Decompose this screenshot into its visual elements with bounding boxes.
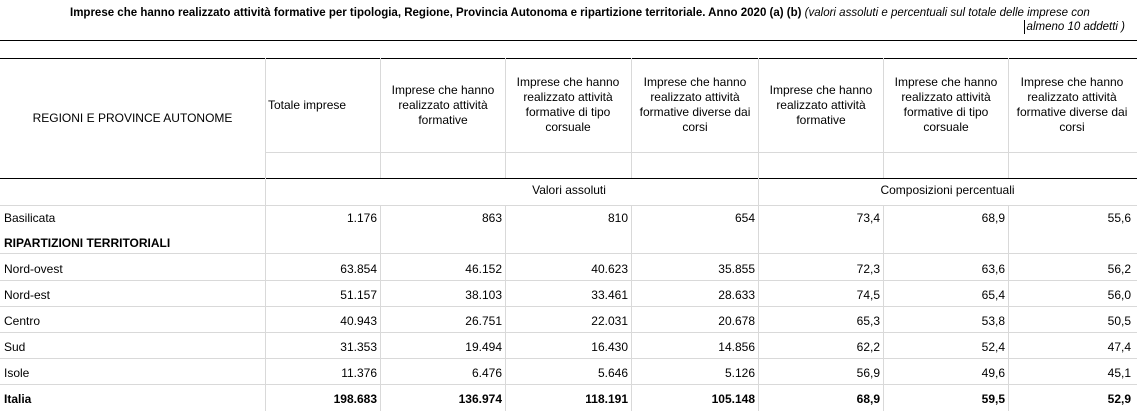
row-rule xyxy=(0,253,1137,254)
col-divider xyxy=(1008,205,1009,411)
table-cell: 65,4 xyxy=(981,288,1005,302)
row-rule xyxy=(0,384,1137,385)
table-cell: 56,0 xyxy=(1107,288,1131,302)
table-cell: 198.683 xyxy=(333,392,377,406)
table-cell: 49,6 xyxy=(981,366,1005,380)
table-cell: 5.126 xyxy=(724,366,755,380)
row-rule xyxy=(0,306,1137,307)
table-cell: 65,3 xyxy=(856,314,880,328)
table-cell: 105.148 xyxy=(711,392,755,406)
table-cell: 56,2 xyxy=(1107,262,1131,276)
table-cell: 863 xyxy=(481,211,502,225)
col-divider xyxy=(505,58,506,178)
table-cell: 63.854 xyxy=(340,262,377,276)
row-label: Basilicata xyxy=(4,211,56,225)
header-col-label: Imprese che hanno realizzato attività formative xyxy=(769,82,873,127)
table-title-note-continued: almeno 10 addetti ) xyxy=(1024,20,1125,34)
table-title xyxy=(70,6,1130,20)
table-cell: 53,8 xyxy=(981,314,1005,328)
table-cell: 14.856 xyxy=(718,340,755,354)
col-divider xyxy=(883,58,884,178)
table-cell: 1.176 xyxy=(346,211,377,225)
col-divider xyxy=(505,205,506,411)
header-col-label: Imprese che hanno realizzato attività formative di tipo corsuale xyxy=(516,75,620,134)
table-cell: 26.751 xyxy=(465,314,502,328)
table-cell: 810 xyxy=(607,211,628,225)
header-bottom-rule xyxy=(0,178,1137,179)
table-cell: 73,4 xyxy=(856,211,880,225)
header-col-label: Imprese che hanno realizzato attività formative xyxy=(391,82,495,127)
group-label-absolute: Valori assoluti xyxy=(532,183,606,197)
table-cell: 654 xyxy=(734,211,755,225)
table-cell: 59,5 xyxy=(981,392,1005,406)
table-title-note: (valori assoluti e percentuali sul totale delle imprese con xyxy=(804,7,1090,19)
col-divider xyxy=(380,205,381,411)
row-label: Centro xyxy=(4,314,41,328)
table-cell: 35.855 xyxy=(718,262,755,276)
table-cell: 50,5 xyxy=(1107,314,1131,328)
table-cell: 38.103 xyxy=(465,288,502,302)
table-cell: 68,9 xyxy=(856,392,880,406)
table-cell: 16.430 xyxy=(591,340,628,354)
col-divider xyxy=(1008,58,1009,178)
row-label: Nord-est xyxy=(4,288,51,302)
table-cell: 19.494 xyxy=(465,340,502,354)
table-cell: 118.191 xyxy=(585,392,628,406)
header-col-3 xyxy=(509,58,627,152)
table-cell: 56,9 xyxy=(856,366,880,380)
table-cell: 52,9 xyxy=(1107,392,1131,406)
group-label-percent: Composizioni percentuali xyxy=(880,183,1015,197)
table-cell: 136.974 xyxy=(458,392,502,406)
table-cell: 68,9 xyxy=(981,211,1005,225)
table-cell: 51.157 xyxy=(340,288,377,302)
col-divider xyxy=(631,205,632,411)
header-col-label: Imprese che hanno realizzato attività formative di tipo corsuale xyxy=(894,75,998,134)
row-rule xyxy=(0,332,1137,333)
table-cell: 20.678 xyxy=(718,314,755,328)
row-label: Nord-ovest xyxy=(4,262,63,276)
table-cell: 55,6 xyxy=(1107,211,1131,225)
header-col-6 xyxy=(887,58,1005,152)
table-cell: 31.353 xyxy=(340,340,377,354)
row-label: RIPARTIZIONI TERRITORIALI xyxy=(4,236,171,250)
table-cell: 11.376 xyxy=(341,366,377,380)
table-top-rule xyxy=(0,40,1137,41)
table-cell: 28.633 xyxy=(718,288,755,302)
col-divider xyxy=(631,58,632,178)
row-label: Isole xyxy=(4,366,30,380)
table-cell: 5.646 xyxy=(597,366,628,380)
row-rule xyxy=(0,358,1137,359)
table-cell: 62,2 xyxy=(856,340,880,354)
table-cell: 22.031 xyxy=(591,314,628,328)
table-cell: 47,4 xyxy=(1107,340,1131,354)
row-label: Italia xyxy=(4,392,32,406)
header-col-5 xyxy=(762,58,880,152)
table-cell: 45,1 xyxy=(1107,366,1131,380)
table-cell: 40.623 xyxy=(591,262,628,276)
table-cell: 6.476 xyxy=(471,366,502,380)
header-col-7 xyxy=(1012,58,1132,152)
group-row-rule xyxy=(0,205,1137,206)
header-col-2 xyxy=(384,58,502,152)
col-divider xyxy=(883,205,884,411)
header-region-label: REGIONI E PROVINCE AUTONOME xyxy=(32,110,233,125)
header-col-label: Imprese che hanno realizzato attività formative diverse dai corsi xyxy=(1016,75,1128,134)
row-rule xyxy=(0,280,1137,281)
col-divider xyxy=(758,58,759,411)
table-cell: 52,4 xyxy=(981,340,1005,354)
header-col-label: Totale imprese xyxy=(268,97,347,112)
header-sub-rule xyxy=(265,152,1137,153)
header-col-label: Imprese che hanno realizzato attività formative diverse dai corsi xyxy=(639,75,751,134)
table-cell: 46.152 xyxy=(465,262,502,276)
header-region xyxy=(0,58,265,178)
table-cell: 33.461 xyxy=(591,288,628,302)
row-label: Sud xyxy=(4,340,26,354)
table-cell: 63,6 xyxy=(981,262,1005,276)
header-col-1 xyxy=(265,58,383,152)
table-cell: 72,3 xyxy=(856,262,880,276)
table-cell: 40.943 xyxy=(340,314,377,328)
header-col-4 xyxy=(635,58,755,152)
table-cell: 74,5 xyxy=(856,288,880,302)
table-title-main: Imprese che hanno realizzato attività formative per tipologia, Regione, Provincia Autonoma e ripartizione territoriale. Anno 2020 (a) (b) xyxy=(70,7,802,19)
